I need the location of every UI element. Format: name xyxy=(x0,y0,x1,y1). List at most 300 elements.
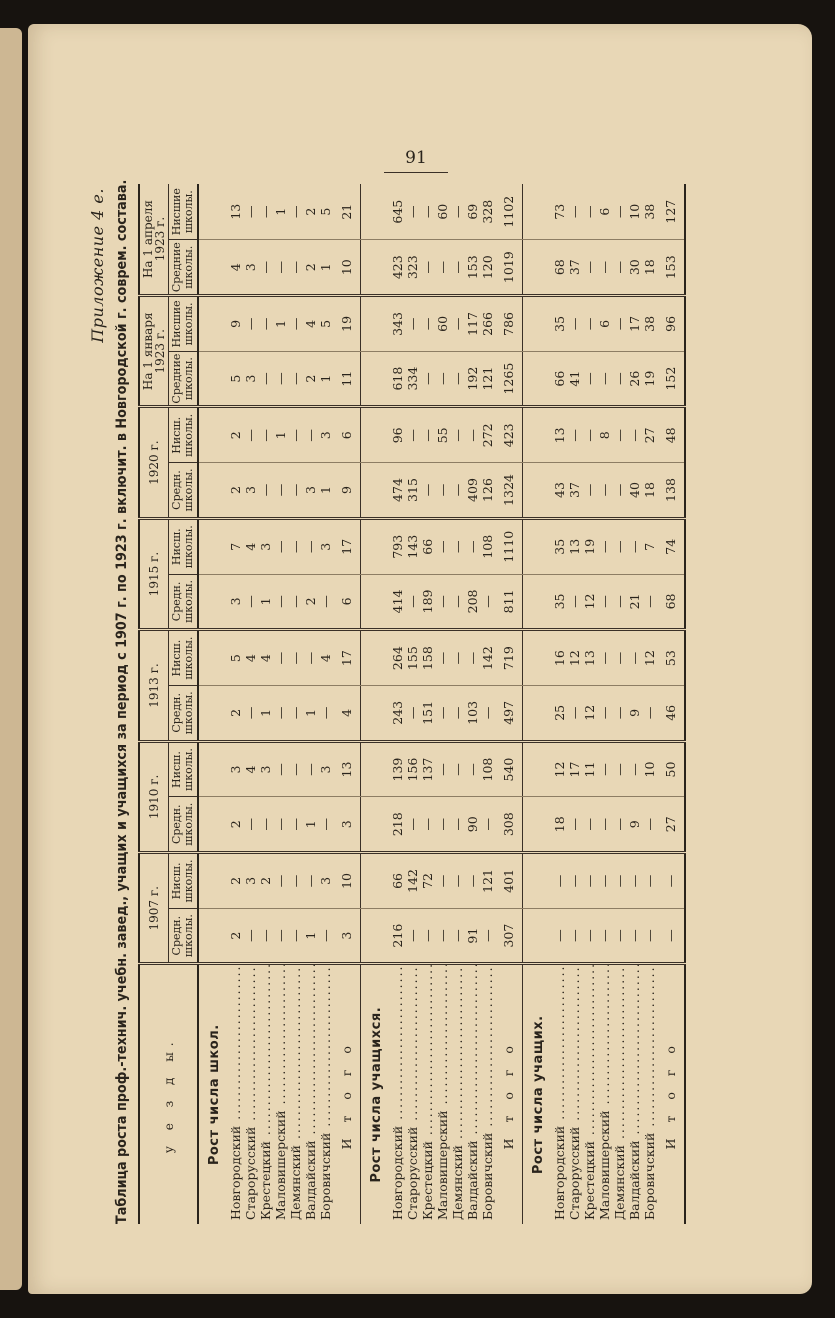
total-cell: 21 xyxy=(333,184,361,240)
value-cell: — xyxy=(612,351,627,407)
value-cell: 1 xyxy=(258,574,273,630)
value-cell: 9 xyxy=(627,685,642,741)
value-cell: 6 xyxy=(597,296,612,352)
district-name xyxy=(465,964,480,1224)
value-cell: 12 xyxy=(582,685,597,741)
value-cell: — xyxy=(288,184,303,240)
district-name xyxy=(273,964,288,1224)
table-row xyxy=(288,184,303,1224)
value-cell: — xyxy=(273,685,288,741)
value-cell: 96 xyxy=(390,407,405,463)
district-label: Новгородский ..... xyxy=(390,964,405,1220)
value-cell: 142 xyxy=(480,630,495,686)
value-cell: 35 xyxy=(552,518,567,574)
value-cell: 156 xyxy=(405,741,420,797)
value-cell: — xyxy=(450,853,465,909)
sub-header: Средн. школы. xyxy=(169,574,199,630)
value-cell: 5 xyxy=(318,296,333,352)
value-cell: — xyxy=(597,630,612,686)
total-cell: 13 xyxy=(333,741,361,797)
total-cell: 1265 xyxy=(495,351,523,407)
value-cell: 2 xyxy=(303,574,318,630)
value-cell: — xyxy=(288,351,303,407)
empty-cell xyxy=(198,853,228,909)
value-cell: — xyxy=(597,685,612,741)
facing-page-edge xyxy=(0,28,22,1290)
district-name xyxy=(450,964,465,1224)
value-cell: — xyxy=(567,685,582,741)
value-cell: — xyxy=(405,407,420,463)
table-row xyxy=(627,184,642,1224)
value-cell: 4 xyxy=(243,630,258,686)
page-number: 91 xyxy=(405,148,427,168)
value-cell: — xyxy=(288,685,303,741)
value-cell: 2 xyxy=(228,463,243,519)
value-cell: — xyxy=(627,908,642,964)
value-cell: — xyxy=(552,853,567,909)
value-cell: — xyxy=(465,518,480,574)
empty-cell xyxy=(523,685,553,741)
sub-header: Средн. школы. xyxy=(169,908,199,964)
table-row xyxy=(450,184,465,1224)
value-cell: — xyxy=(582,351,597,407)
empty-cell xyxy=(523,630,553,686)
value-cell: 7 xyxy=(642,518,657,574)
value-cell: 37 xyxy=(567,463,582,519)
value-cell: 18 xyxy=(552,797,567,853)
section-title: Рост числа учащихся. xyxy=(369,1006,384,1183)
value-cell: — xyxy=(465,630,480,686)
value-cell: — xyxy=(420,908,435,964)
total-cell: 17 xyxy=(333,518,361,574)
value-cell: 315 xyxy=(405,463,420,519)
value-cell: — xyxy=(420,351,435,407)
value-cell: — xyxy=(258,351,273,407)
total-label: И т о г о xyxy=(339,1040,354,1150)
value-cell: — xyxy=(480,574,495,630)
value-cell: 12 xyxy=(582,574,597,630)
value-cell: — xyxy=(642,908,657,964)
empty-cell xyxy=(361,741,391,797)
district-name xyxy=(228,964,243,1224)
total-cell: 19 xyxy=(333,296,361,352)
district-label: Старорусский ..... xyxy=(243,964,258,1220)
value-cell: 38 xyxy=(642,296,657,352)
value-cell: — xyxy=(582,240,597,296)
total-cell: 423 xyxy=(495,407,523,463)
total-cell: 11 xyxy=(333,351,361,407)
rotated-content xyxy=(88,179,754,1224)
empty-cell xyxy=(198,630,228,686)
value-cell: — xyxy=(612,630,627,686)
value-cell: — xyxy=(582,407,597,463)
value-cell: 137 xyxy=(420,741,435,797)
value-cell: 142 xyxy=(405,853,420,909)
value-cell: — xyxy=(597,797,612,853)
value-cell: — xyxy=(435,797,450,853)
value-cell: 5 xyxy=(228,630,243,686)
value-cell: — xyxy=(273,240,288,296)
value-cell: — xyxy=(627,407,642,463)
empty-cell xyxy=(361,184,391,240)
value-cell: — xyxy=(288,853,303,909)
value-cell: — xyxy=(435,463,450,519)
region-column-header: у е з д ы. xyxy=(139,964,198,1224)
value-cell: 264 xyxy=(390,630,405,686)
value-cell: — xyxy=(567,296,582,352)
empty-cell xyxy=(361,518,391,574)
empty-cell xyxy=(198,240,228,296)
value-cell: — xyxy=(435,853,450,909)
total-cell: 50 xyxy=(657,741,685,797)
empty-cell xyxy=(523,797,553,853)
value-cell: 5 xyxy=(318,184,333,240)
value-cell: 13 xyxy=(552,407,567,463)
value-cell: 334 xyxy=(405,351,420,407)
table-title: Таблица роста проф.-технич. учебн. завед., учащих и учащихся за период с 1907 г. по 1923 г. включит. в Новгородской г. соврем. состава. xyxy=(114,179,130,1224)
table-row xyxy=(612,184,627,1224)
sub-header: Средние школы. xyxy=(169,240,199,296)
value-cell: 12 xyxy=(567,630,582,686)
value-cell: 272 xyxy=(480,407,495,463)
value-cell: — xyxy=(597,518,612,574)
total-cell: 540 xyxy=(495,741,523,797)
district-name xyxy=(642,964,657,1224)
value-cell: 3 xyxy=(243,853,258,909)
value-cell: 192 xyxy=(465,351,480,407)
value-cell: — xyxy=(435,518,450,574)
value-cell: — xyxy=(450,741,465,797)
value-cell: — xyxy=(612,518,627,574)
book-page xyxy=(28,24,812,1294)
value-cell: 3 xyxy=(318,741,333,797)
value-cell: 27 xyxy=(642,407,657,463)
sub-header: Средн. школы. xyxy=(169,463,199,519)
value-cell: 4 xyxy=(303,296,318,352)
district-name xyxy=(567,964,582,1224)
district-name xyxy=(318,964,333,1224)
value-cell: — xyxy=(450,574,465,630)
value-cell: 21 xyxy=(627,574,642,630)
value-cell: 90 xyxy=(465,797,480,853)
total-cell: 53 xyxy=(657,630,685,686)
value-cell: 91 xyxy=(465,908,480,964)
value-cell: 16 xyxy=(552,630,567,686)
value-cell: — xyxy=(420,797,435,853)
value-cell: 60 xyxy=(435,184,450,240)
district-name xyxy=(435,964,450,1224)
total-cell: 27 xyxy=(657,797,685,853)
value-cell: 66 xyxy=(390,853,405,909)
value-cell: 1 xyxy=(318,463,333,519)
total-cell: 9 xyxy=(333,463,361,519)
value-cell: — xyxy=(597,463,612,519)
total-cell: — xyxy=(657,853,685,909)
value-cell: 3 xyxy=(243,463,258,519)
total-cell: 1102 xyxy=(495,184,523,240)
value-cell: — xyxy=(450,296,465,352)
value-cell: 423 xyxy=(390,240,405,296)
value-cell: — xyxy=(612,240,627,296)
total-cell: 3 xyxy=(333,908,361,964)
total-cell: 719 xyxy=(495,630,523,686)
table-row xyxy=(420,184,435,1224)
value-cell: — xyxy=(420,240,435,296)
value-cell: — xyxy=(567,574,582,630)
table-row xyxy=(258,184,273,1224)
district-label: Крестецкий ..... xyxy=(258,964,273,1220)
district-label: Валдайский ..... xyxy=(465,964,480,1220)
value-cell: 37 xyxy=(567,240,582,296)
value-cell: — xyxy=(303,407,318,463)
value-cell: 126 xyxy=(480,463,495,519)
empty-cell xyxy=(198,741,228,797)
value-cell: 10 xyxy=(627,184,642,240)
value-cell: — xyxy=(405,685,420,741)
value-cell: 793 xyxy=(390,518,405,574)
district-name xyxy=(627,964,642,1224)
value-cell: 328 xyxy=(480,184,495,240)
value-cell: — xyxy=(612,463,627,519)
value-cell: — xyxy=(597,240,612,296)
value-cell: 35 xyxy=(552,574,567,630)
empty-cell xyxy=(361,853,391,909)
table-row xyxy=(303,184,318,1224)
value-cell: — xyxy=(582,184,597,240)
district-name xyxy=(243,964,258,1224)
value-cell: — xyxy=(288,296,303,352)
empty-cell xyxy=(198,685,228,741)
value-cell: — xyxy=(405,908,420,964)
district-label: Старорусский ..... xyxy=(405,964,420,1220)
district-label: Валдайский ..... xyxy=(303,964,318,1220)
table-row xyxy=(273,184,288,1224)
value-cell: 35 xyxy=(552,296,567,352)
value-cell: 1 xyxy=(258,685,273,741)
value-cell: 69 xyxy=(465,184,480,240)
value-cell: — xyxy=(273,797,288,853)
value-cell: 17 xyxy=(627,296,642,352)
value-cell: — xyxy=(258,797,273,853)
value-cell: — xyxy=(273,853,288,909)
value-cell: — xyxy=(642,685,657,741)
empty-cell xyxy=(198,797,228,853)
total-cell: 1110 xyxy=(495,518,523,574)
value-cell: 189 xyxy=(420,574,435,630)
value-cell: 2 xyxy=(258,853,273,909)
district-name xyxy=(480,964,495,1224)
value-cell: 41 xyxy=(567,351,582,407)
empty-cell xyxy=(361,574,391,630)
value-cell: — xyxy=(273,630,288,686)
district-label: Демянский ..... xyxy=(288,964,303,1220)
value-cell: — xyxy=(318,797,333,853)
value-cell: — xyxy=(288,463,303,519)
district-label: Старорусский ..... xyxy=(567,964,582,1220)
total-cell: 68 xyxy=(657,574,685,630)
value-cell: — xyxy=(303,853,318,909)
value-cell: 216 xyxy=(390,908,405,964)
empty-cell xyxy=(523,240,553,296)
value-cell: — xyxy=(243,908,258,964)
value-cell: — xyxy=(597,741,612,797)
value-cell: — xyxy=(258,240,273,296)
table-row xyxy=(243,184,258,1224)
total-cell: 96 xyxy=(657,296,685,352)
value-cell: 4 xyxy=(228,240,243,296)
district-label: Маловишерский ..... xyxy=(273,964,288,1220)
value-cell: — xyxy=(288,574,303,630)
total-cell: 786 xyxy=(495,296,523,352)
value-cell: 139 xyxy=(390,741,405,797)
value-cell: — xyxy=(567,908,582,964)
value-cell: — xyxy=(288,407,303,463)
value-cell: 3 xyxy=(258,741,273,797)
empty-cell xyxy=(523,463,553,519)
value-cell: 143 xyxy=(405,518,420,574)
value-cell: — xyxy=(243,296,258,352)
value-cell: — xyxy=(288,797,303,853)
section-title-row xyxy=(198,184,228,1224)
value-cell: — xyxy=(627,741,642,797)
value-cell: 409 xyxy=(465,463,480,519)
value-cell: — xyxy=(480,908,495,964)
value-cell: 2 xyxy=(228,908,243,964)
value-cell: 38 xyxy=(642,184,657,240)
value-cell: 68 xyxy=(552,240,567,296)
total-row xyxy=(495,184,523,1224)
empty-cell xyxy=(198,296,228,352)
district-name xyxy=(288,964,303,1224)
value-cell: — xyxy=(405,184,420,240)
district-label: Новгородский ..... xyxy=(552,964,567,1220)
total-cell: 152 xyxy=(657,351,685,407)
total-cell: 10 xyxy=(333,240,361,296)
empty-cell xyxy=(523,296,553,352)
district-name xyxy=(390,964,405,1224)
total-row xyxy=(333,184,361,1224)
value-cell: 4 xyxy=(258,630,273,686)
value-cell: — xyxy=(642,574,657,630)
value-cell: 30 xyxy=(627,240,642,296)
value-cell: — xyxy=(582,296,597,352)
value-cell: 3 xyxy=(258,518,273,574)
value-cell: 4 xyxy=(243,518,258,574)
value-cell: 3 xyxy=(303,463,318,519)
district-label: Демянский ..... xyxy=(450,964,465,1220)
district-name xyxy=(303,964,318,1224)
total-cell: 308 xyxy=(495,797,523,853)
value-cell: — xyxy=(420,407,435,463)
total-cell: 6 xyxy=(333,407,361,463)
total-cell: 3 xyxy=(333,797,361,853)
value-cell: — xyxy=(288,240,303,296)
value-cell: — xyxy=(243,407,258,463)
value-cell: — xyxy=(597,574,612,630)
value-cell: 12 xyxy=(642,630,657,686)
value-cell: — xyxy=(258,908,273,964)
value-cell: — xyxy=(435,630,450,686)
value-cell: — xyxy=(273,574,288,630)
value-cell: 7 xyxy=(228,518,243,574)
value-cell: 19 xyxy=(582,518,597,574)
district-label: Новгородский ..... xyxy=(228,964,243,1220)
value-cell: 18 xyxy=(642,240,657,296)
empty-cell xyxy=(198,351,228,407)
section-title: Рост числа учащих. xyxy=(531,1015,546,1175)
total-cell: 811 xyxy=(495,574,523,630)
value-cell: — xyxy=(582,797,597,853)
value-cell: 266 xyxy=(480,296,495,352)
total-row xyxy=(657,184,685,1224)
value-cell: — xyxy=(552,908,567,964)
table-row xyxy=(390,184,405,1224)
district-name xyxy=(420,964,435,1224)
value-cell: 343 xyxy=(390,296,405,352)
sub-header: Нисш. школы. xyxy=(169,518,199,574)
empty-cell xyxy=(523,518,553,574)
page-number-rule xyxy=(384,172,448,173)
value-cell: — xyxy=(273,908,288,964)
value-cell: — xyxy=(303,630,318,686)
value-cell: — xyxy=(243,184,258,240)
section-schools xyxy=(198,184,361,1224)
value-cell: — xyxy=(612,853,627,909)
value-cell: — xyxy=(465,741,480,797)
value-cell: — xyxy=(627,630,642,686)
value-cell: — xyxy=(567,184,582,240)
value-cell: 66 xyxy=(420,518,435,574)
value-cell: 13 xyxy=(582,630,597,686)
value-cell: 73 xyxy=(552,184,567,240)
value-cell: — xyxy=(435,685,450,741)
value-cell: 2 xyxy=(228,797,243,853)
total-cell: 127 xyxy=(657,184,685,240)
value-cell: — xyxy=(258,184,273,240)
section-title-row xyxy=(523,184,553,1224)
empty-cell xyxy=(361,240,391,296)
value-cell: 1 xyxy=(303,908,318,964)
empty-cell xyxy=(523,908,553,964)
value-cell: 3 xyxy=(228,574,243,630)
value-cell: — xyxy=(420,463,435,519)
value-cell: 158 xyxy=(420,630,435,686)
value-cell: — xyxy=(597,908,612,964)
empty-cell xyxy=(198,908,228,964)
table-row xyxy=(642,184,657,1224)
empty-cell xyxy=(523,741,553,797)
value-cell: — xyxy=(273,463,288,519)
value-cell: 3 xyxy=(318,407,333,463)
district-label: Крестецкий ..... xyxy=(420,964,435,1220)
value-cell: — xyxy=(450,351,465,407)
value-cell: — xyxy=(582,908,597,964)
value-cell: 2 xyxy=(228,407,243,463)
value-cell: — xyxy=(318,574,333,630)
district-name xyxy=(582,964,597,1224)
value-cell: 153 xyxy=(465,240,480,296)
value-cell: 17 xyxy=(567,741,582,797)
value-cell: 243 xyxy=(390,685,405,741)
empty-cell xyxy=(361,630,391,686)
total-cell: 307 xyxy=(495,908,523,964)
value-cell: 3 xyxy=(318,853,333,909)
value-cell: 25 xyxy=(552,685,567,741)
value-cell: 108 xyxy=(480,518,495,574)
value-cell: — xyxy=(582,463,597,519)
value-cell: — xyxy=(480,797,495,853)
empty-cell xyxy=(523,574,553,630)
